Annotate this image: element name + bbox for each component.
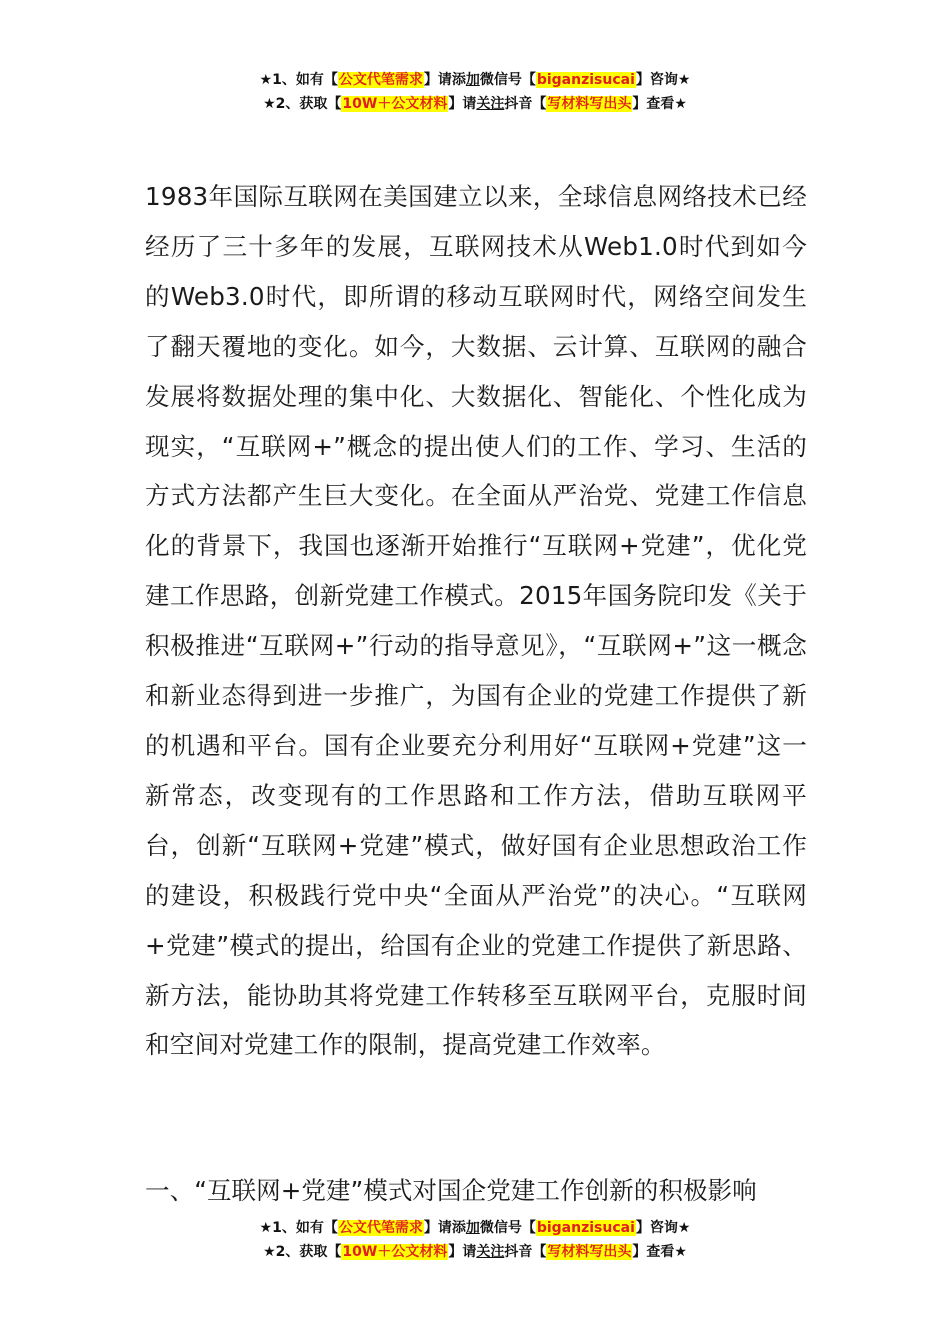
promo-text-underlined: 关注	[476, 1244, 505, 1260]
promo-highlight-materials: 10W＋公文材料	[342, 1244, 448, 1260]
promo-line-2	[0, 92, 950, 116]
promo-text: 抖音【	[504, 1244, 547, 1260]
promo-text: 】查看★	[632, 96, 687, 112]
promo-highlight-wechat-id: biganzisucai	[536, 72, 635, 88]
promo-text: 】咨询★	[635, 1220, 691, 1236]
promo-text: 】请添	[423, 72, 466, 88]
promo-text: ★1、如有【	[259, 72, 338, 88]
promo-highlight-ghostwriting: 公文代笔需求	[338, 1220, 423, 1236]
promo-text: 】咨询★	[635, 72, 691, 88]
section-heading: 一、“互联网+党建”模式对国企党建工作创新的积极影响	[145, 1176, 757, 1205]
header-promo	[0, 68, 950, 116]
promo-highlight-materials: 10W＋公文材料	[342, 96, 448, 112]
promo-highlight-wechat-id: biganzisucai	[536, 1220, 635, 1236]
promo-text: ★2、获取【	[263, 96, 342, 112]
promo-line-1	[0, 1216, 950, 1240]
promo-line-2	[0, 1240, 950, 1264]
promo-text: 】查看★	[632, 1244, 687, 1260]
footer-promo	[0, 1216, 950, 1264]
promo-highlight-douyin: 写材料写出头	[547, 96, 632, 112]
promo-text: 】请	[448, 1244, 477, 1260]
promo-highlight-douyin: 写材料写出头	[547, 1244, 632, 1260]
promo-text-underlined: 加	[465, 1220, 480, 1236]
promo-text: 微信号【	[479, 1220, 536, 1236]
promo-text-underlined: 加	[465, 72, 480, 88]
promo-text: 抖音【	[504, 96, 547, 112]
promo-highlight-ghostwriting: 公文代笔需求	[338, 72, 423, 88]
body-paragraph: 1983年国际互联网在美国建立以来，全球信息网络技术已经经历了三十多年的发展，互联网技术从Web1.0时代到如今的Web3.0时代，即所谓的移动互联网时代，网络空间发生了翻天覆地的变化。如今，大数据、云计算、互联网的融合发展将数据处理的集中化、大数据化、智能化、个性化成为现实，“互联网+”概念的提出使人们的工作、学习、生活的方式方法都产生巨大变化。在全面从严治党、党建工作信息化的背景下，我国也逐渐开始推行“互联网+党建”，优化党建工作思路，创新党建工作模式。2015年国务院印发《关于积极推进“互联网+”行动的指导意见》，“互联网+”这一概念和新业态得到进一步推广，为国有企业的党建工作提供了新的机遇和平台。国有企业要充分利用好“互联网+党建”这一新常态，改变现有的工作思路和工作方法，借助互联网平台，创新“互联网+党建”模式，做好国有企业思想政治工作的建设，积极践行党中央“全面从严治党”的决心。“互联网+党建”模式的提出，给国有企业的党建工作提供了新思路、新方法，能协助其将党建工作转移至互联网平台，克服时间和空间对党建工作的限制，提高党建工作效率。	[145, 182, 807, 1060]
promo-text: ★1、如有【	[259, 1220, 338, 1236]
promo-text: 】请	[448, 96, 477, 112]
promo-text: ★2、获取【	[263, 1244, 342, 1260]
promo-text: 】请添	[423, 1220, 466, 1236]
promo-line-1	[0, 68, 950, 92]
promo-text-underlined: 关注	[476, 96, 505, 112]
promo-text: 微信号【	[479, 72, 536, 88]
